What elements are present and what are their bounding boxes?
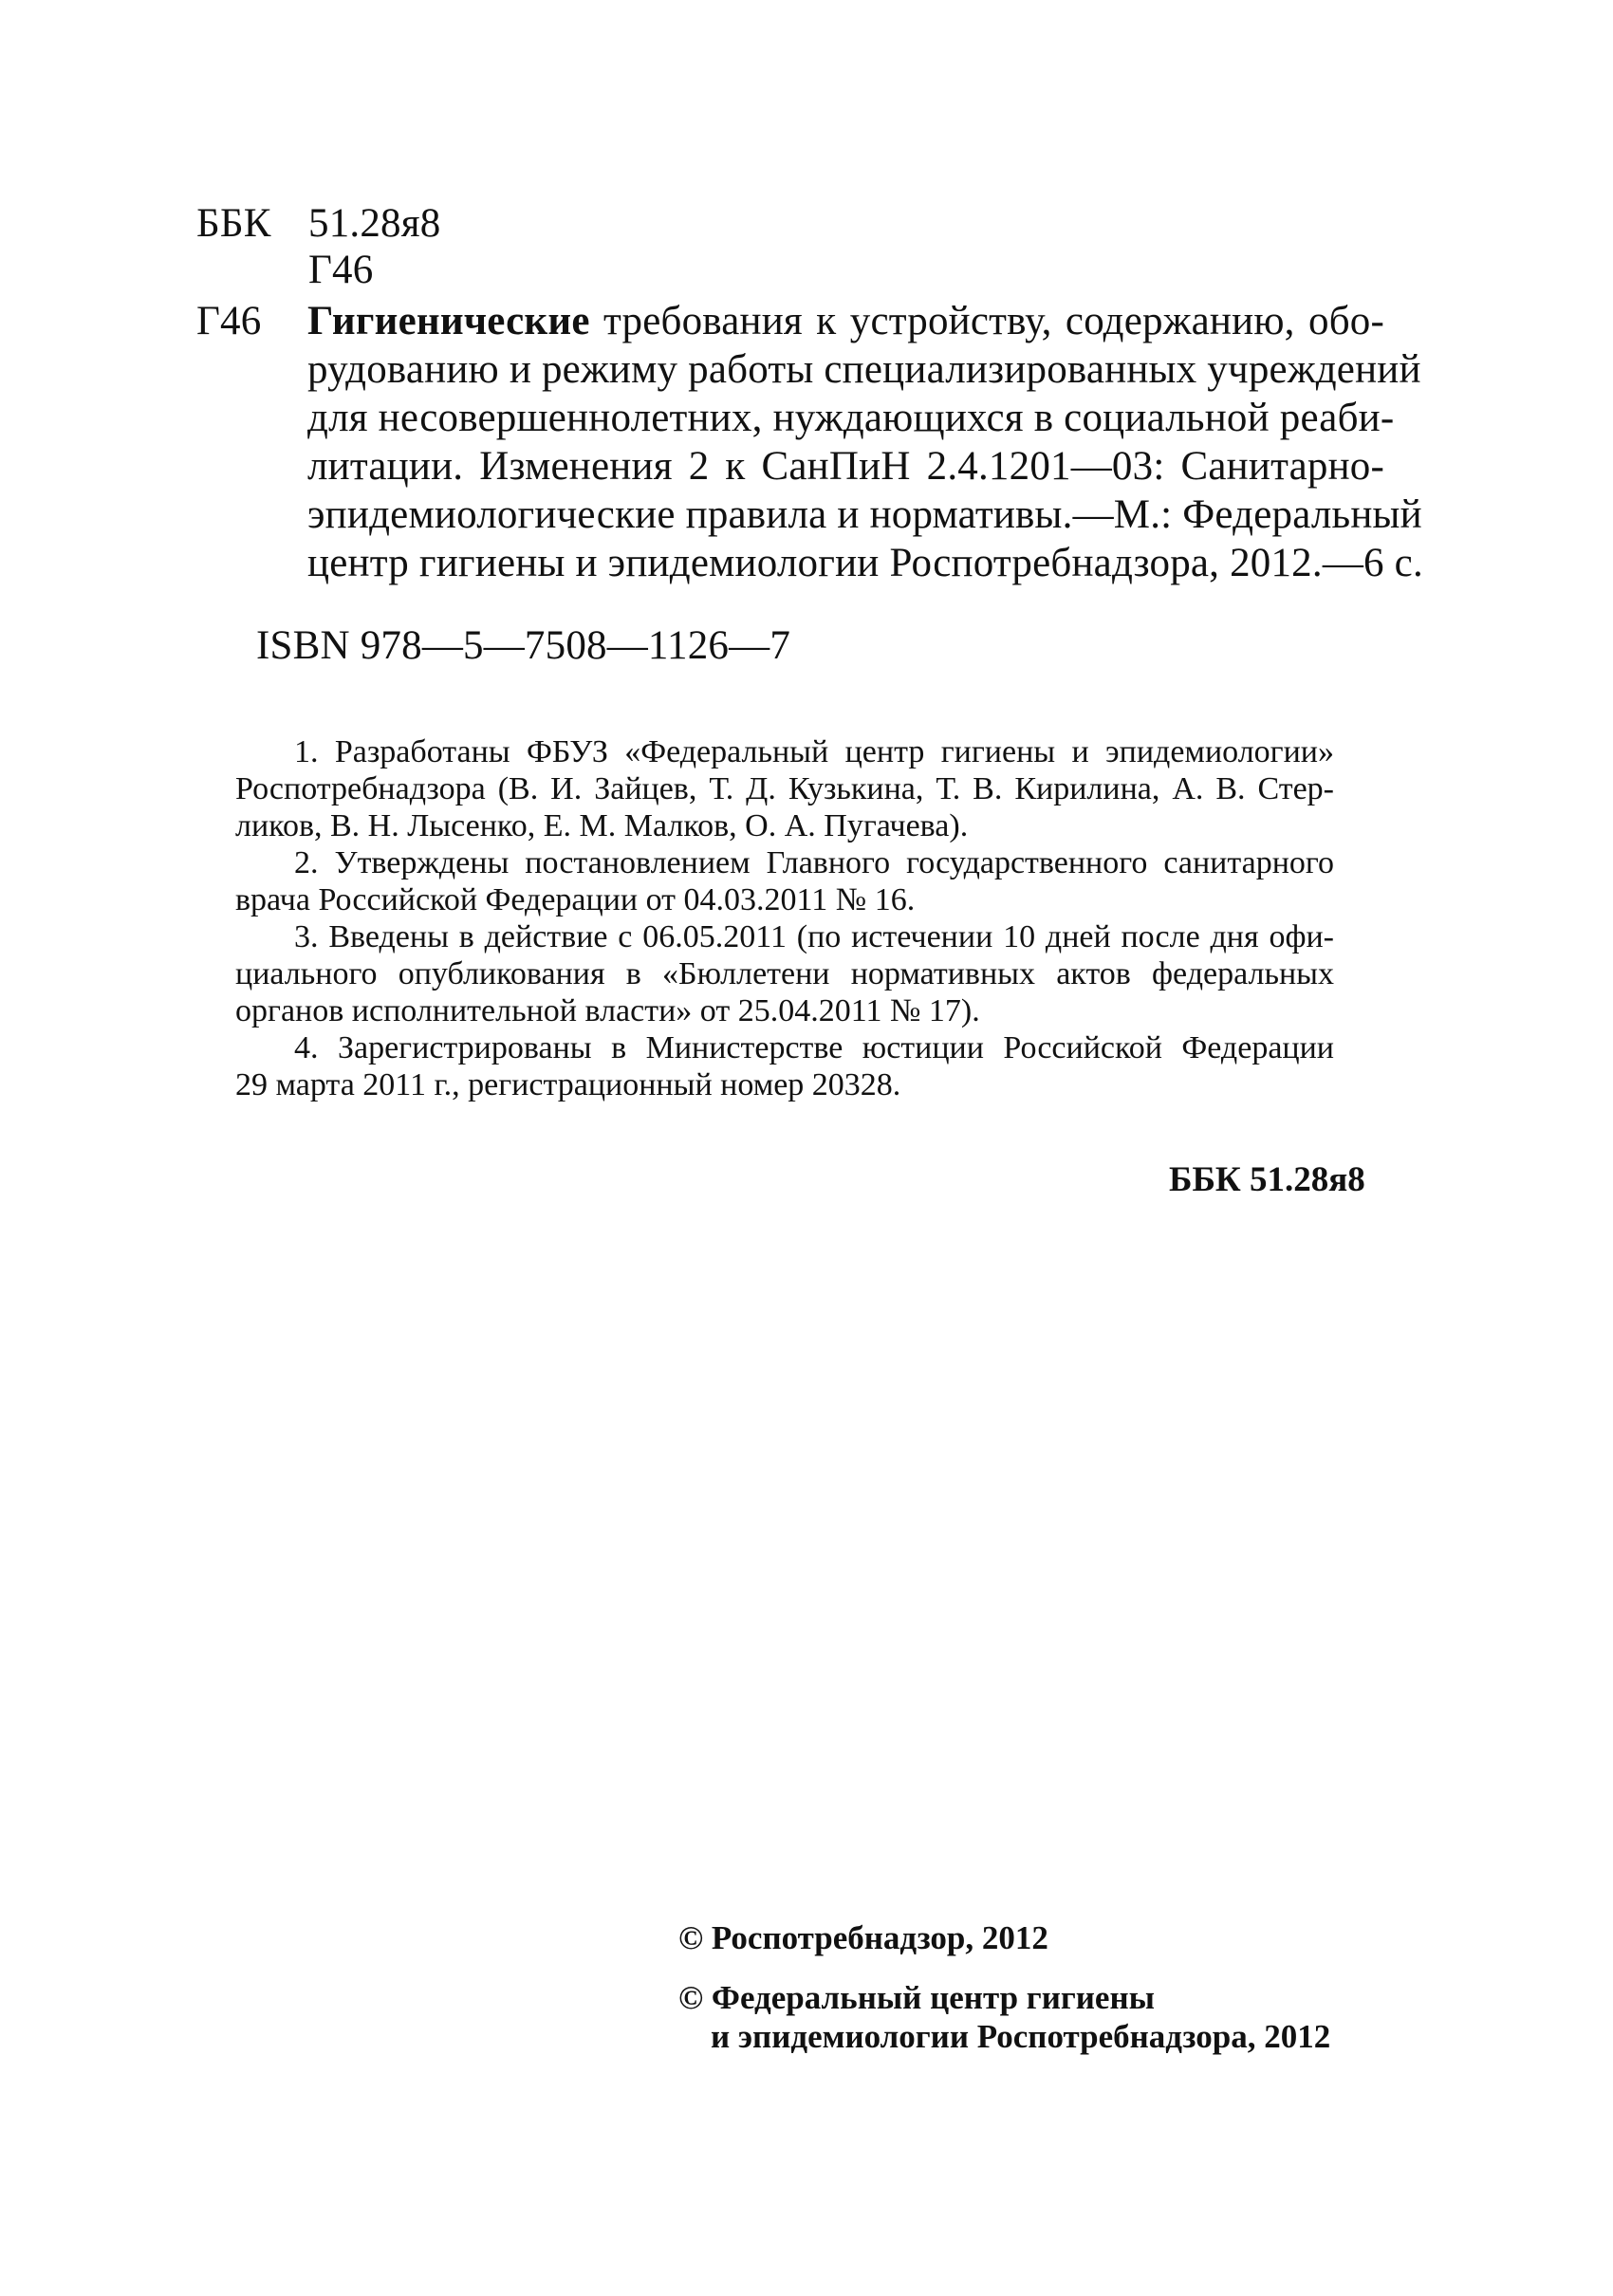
annotation-first-line [307,297,1384,345]
annotation-line: центр гигиены и эпидемиологии Роспотребнадзора, 2012.—6 с. [307,541,1423,585]
credit-line: Роспотребнадзора (В. И. Зайцев, Т. Д. Кузькина, Т. В. Кирилина, А. В. Стер- [235,771,1334,806]
credits-block [235,733,1334,1103]
credit-line: 4. Зарегистрированы в Министерстве юстиции Российской Федерации [294,1030,1334,1065]
copyright-federal-center [678,1978,1330,2056]
annotation-line: эпидемиологические правила и нормативы.—М.: Федеральный [307,492,1422,537]
isbn: ISBN 978—5—7508—1126—7 [256,623,791,668]
credit-line: циального опубликования в «Бюллетени нормативных актов федеральных [235,956,1334,991]
copyright-rospotrebnadzor [678,1918,1048,1957]
bbk-label: ББК [196,201,271,246]
credit-line: 29 марта 2011 г., регистрационный номер 20328. [235,1067,901,1102]
credit-line: 2. Утверждены постановлением Главного государственного санитарного [294,845,1334,880]
credit-item [235,1029,1334,1103]
annotation-line: рудованию и режиму работы специализированных учреждений [307,347,1421,392]
author-mark: Г46 [308,248,374,292]
annotation-line: для несовершеннолетних, нуждающихся в социальной реаби- [307,396,1395,440]
credit-item [235,918,1334,1029]
annotation-first-line-rest: требования к устройству, содержанию, обо- [589,299,1384,343]
credit-line: органов исполнительной власти» от 25.04.2011 № 17). [235,993,980,1028]
credit-line: врача Российской Федерации от 04.03.2011 № 16. [235,882,916,917]
copyright-text: и эпидемиологии Роспотребнадзора, 2012 [711,2018,1331,2055]
credit-item [235,733,1334,844]
bbk-footer: ББК 51.28я8 [1169,1160,1365,1199]
credit-line: 1. Разработаны ФБУЗ «Федеральный центр гигиены и эпидемиологии» [294,734,1334,769]
copyright-text: © Федеральный центр гигиены [678,1979,1155,2016]
bibliographic-annotation [307,297,1423,587]
annotation-lead-word: Гигиенические [307,299,590,343]
bbk-code: 51.28я8 [308,201,441,246]
credit-line: 3. Введены в действие с 06.05.2011 (по истечении 10 дней после дня офи- [294,919,1334,954]
annotation-line: литации. Изменения 2 к СанПиН 2.4.1201—03: Санитарно- [307,444,1384,489]
copyright-text: © Роспотребнадзор, 2012 [678,1919,1048,1956]
credit-line: ликов, В. Н. Лысенко, Е. М. Малков, О. А. Пугачева). [235,808,969,843]
annotation-mark: Г46 [196,299,262,343]
credit-item [235,844,1334,918]
